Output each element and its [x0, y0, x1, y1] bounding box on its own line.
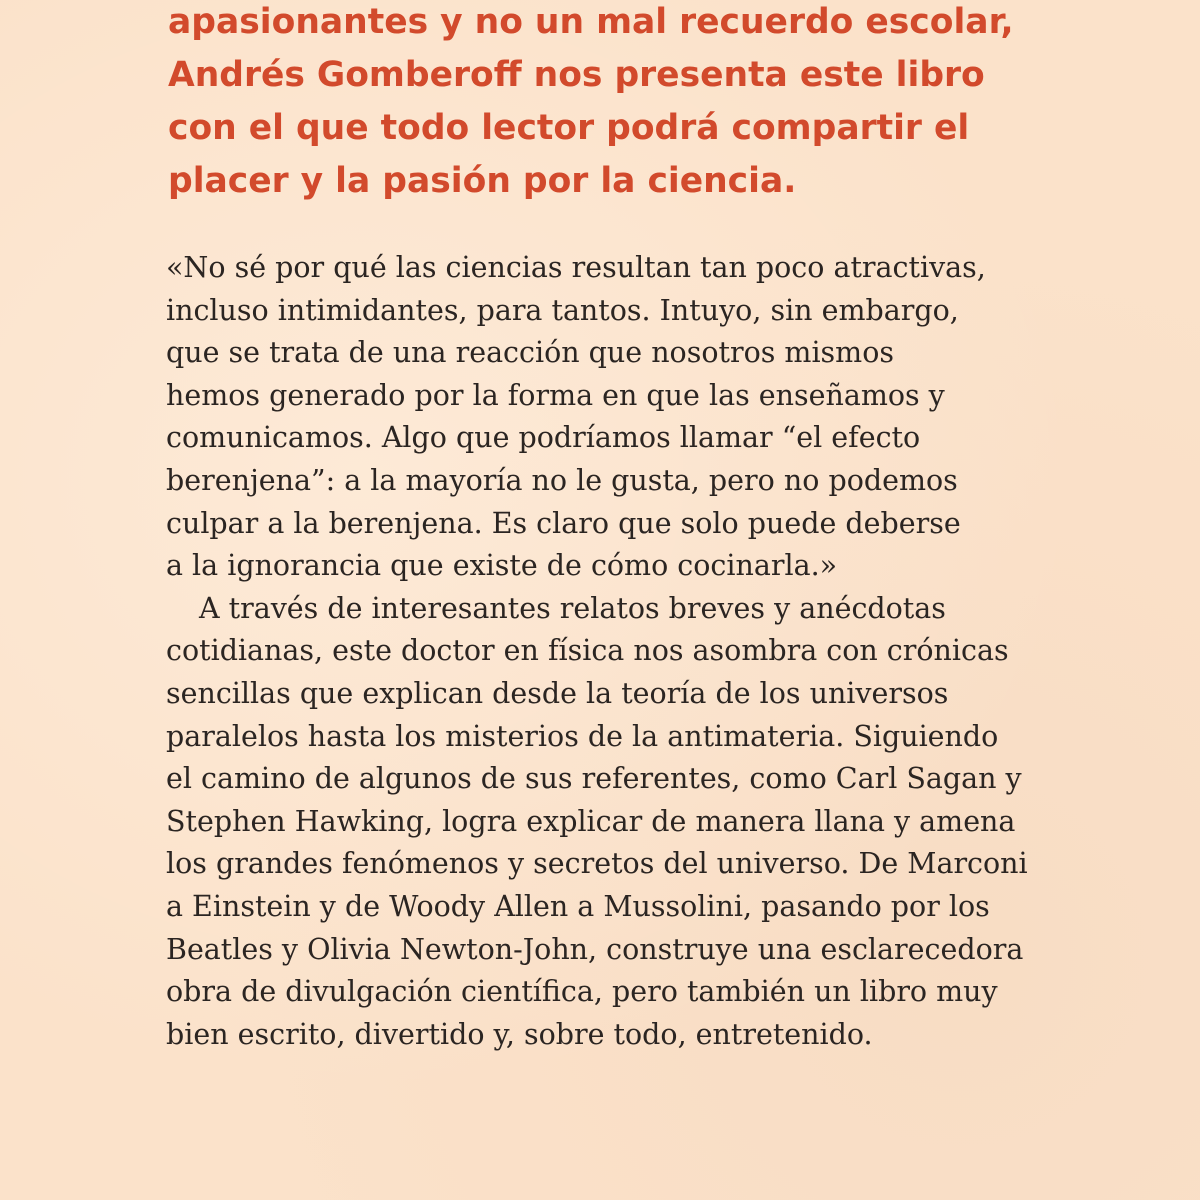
description-line: a Einstein y de Woody Allen a Mussolini, pasando por los [166, 889, 990, 923]
description-line: cotidianas, este doctor en física nos asombra con crónicas [166, 634, 1009, 668]
description-line: A través de interesantes relatos breves y anécdotas [199, 591, 946, 625]
quote-line: a la ignorancia que existe de cómo cocinarla.» [166, 549, 838, 583]
quote-line: culpar a la berenjena. Es claro que solo puede deberse [166, 506, 961, 540]
quote-line: hemos generado por la forma en que las enseñamos y [166, 378, 945, 412]
cover-headline [168, 0, 1168, 208]
author-quote [166, 247, 1106, 588]
description-line: el camino de algunos de sus referentes, como Carl Sagan y [166, 762, 1022, 796]
headline-line: apasionantes y no un mal recuerdo escolar, [168, 2, 1014, 42]
headline-line: placer y la pasión por la ciencia. [168, 161, 797, 201]
quote-line: incluso intimidantes, para tantos. Intuyo, sin embargo, [166, 293, 959, 327]
quote-line: «No sé por qué las ciencias resultan tan poco atractivas, [166, 251, 986, 284]
description-line: Beatles y Olivia Newton-John, construye una esclarecedora [166, 932, 1024, 966]
description-line: bien escrito, divertido y, sobre todo, entretenido. [166, 1017, 873, 1051]
blurb-body [166, 247, 1106, 1056]
headline-line: Andrés Gomberoff nos presenta este libro [168, 55, 985, 95]
quote-line: berenjena”: a la mayoría no le gusta, pero no podemos [166, 463, 958, 497]
headline-line: con el que todo lector podrá compartir el [168, 108, 970, 148]
quote-line: que se trata de una reacción que nosotros mismos [166, 336, 894, 370]
description-line: los grandes fenómenos y secretos del universo. De Marconi [166, 847, 1028, 881]
description-line: obra de divulgación científica, pero también un libro muy [166, 975, 998, 1009]
description-line: sencillas que explican desde la teoría de los universos [166, 676, 949, 710]
description-line: Stephen Hawking, logra explicar de manera llana y amena [166, 804, 1016, 838]
quote-line: comunicamos. Algo que podríamos llamar “el efecto [166, 421, 921, 455]
description-line: paralelos hasta los misterios de la antimateria. Siguiendo [166, 719, 999, 753]
book-description [166, 588, 1106, 1057]
